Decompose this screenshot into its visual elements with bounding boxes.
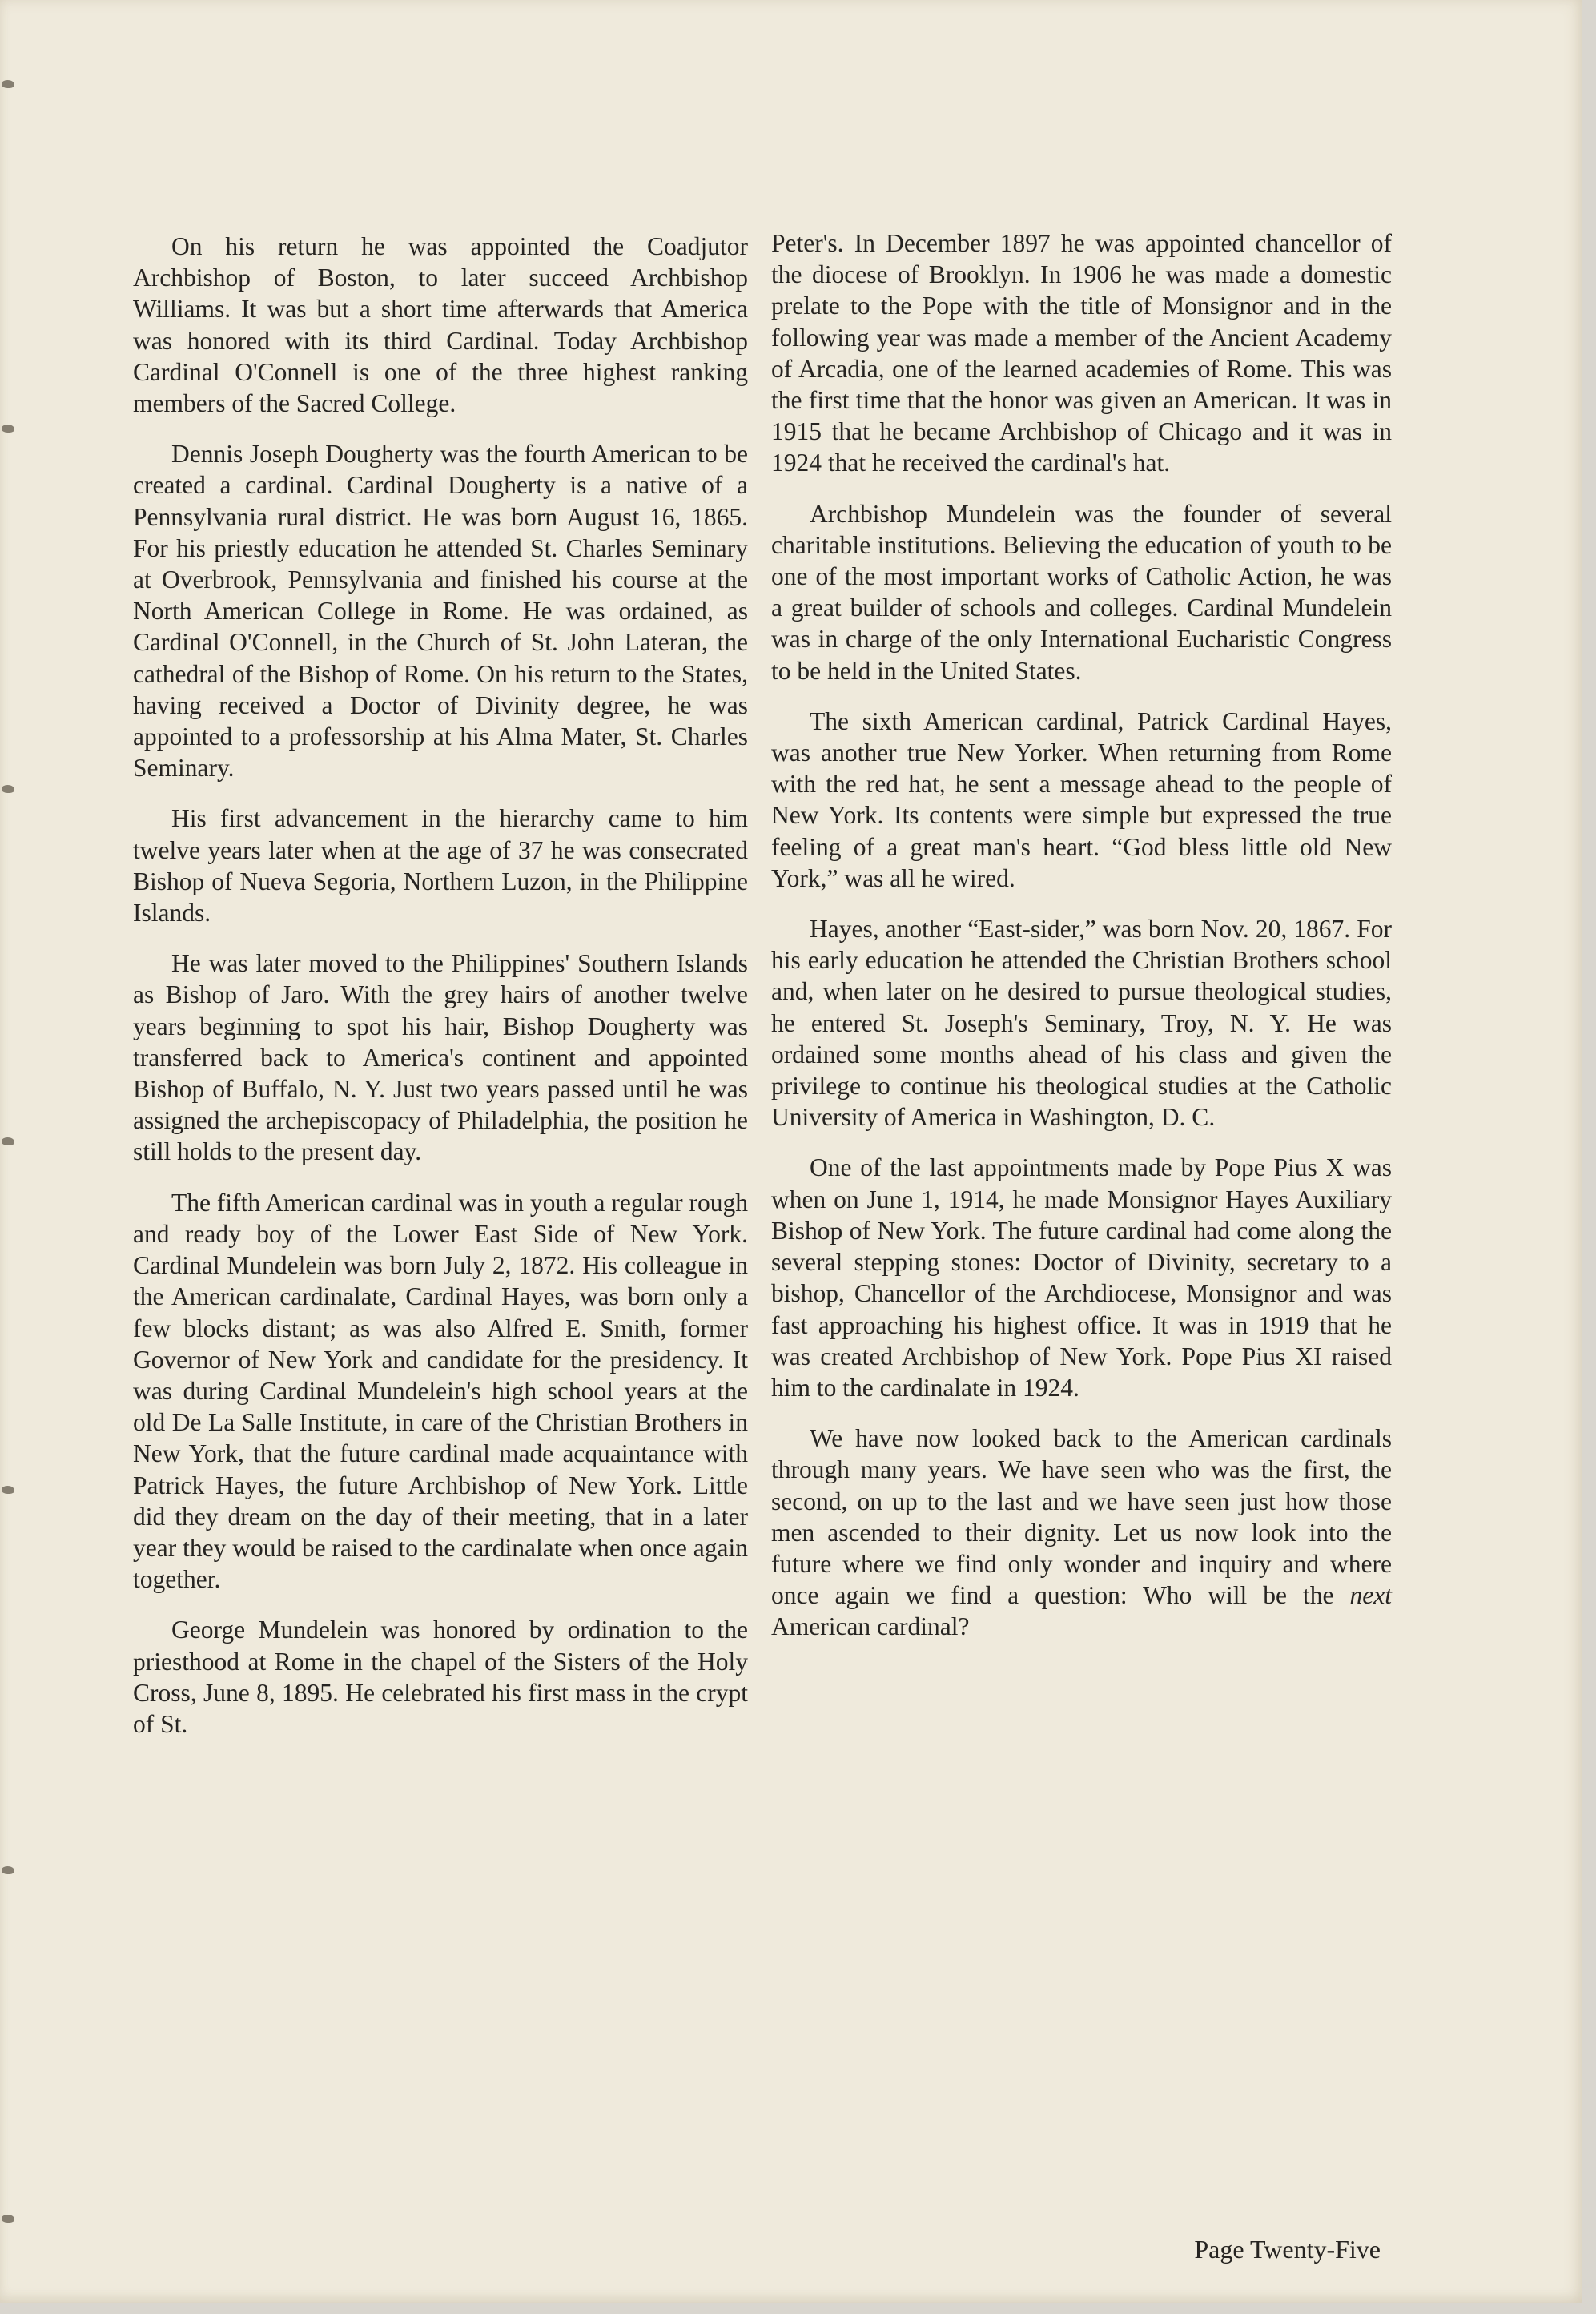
binding-hole-mark (2, 785, 14, 793)
paragraph: He was later moved to the Philippines' Southern Islands as Bishop of Jaro. With the grey hairs of another twelve years beginning to spot his hair, Bishop Dougherty was transferred back to America's continent and appointed Bishop of Buffalo, N. Y. Just two years passed until he was assigned the archepiscopacy of Philadelphia, the position he still holds to the present day. (133, 949, 748, 1166)
paragraph: The sixth American cardinal, Patrick Cardinal Hayes, was another true New Yorker. When returning from Rome with the red hat, he sent a message ahead to the people of New York. Its contents were simple but expressed the true feeling of a great man's heart. “God bless little old New York,” was all he wired. (771, 706, 1392, 892)
binding-hole-mark (2, 80, 14, 88)
paragraph: Archbishop Mundelein was the founder of several charitable institutions. Believing the education of youth to be one of the most important works of Catholic Action, he was a great builder of schools and colleges. Cardinal Mundelein was in charge of the only International Eucharistic Congress to be held in the United States. (771, 499, 1392, 685)
closing-paragraph (771, 1423, 1392, 1642)
closing-text-end: American cardinal? (771, 1612, 970, 1641)
paragraph: The fifth American cardinal was in youth a regular rough and ready boy of the Lower East Side of New York. Cardinal Mundelein was born July 2, 1872. His colleague in the American cardinalate, Cardinal Hayes, was born only a few blocks distant; as was also Alfred E. Smith, former Governor of New York and candidate for the presidency. It was during Cardinal Mundelein's high school years at the old De La Salle Institute, in care of the Christian Brothers in New York, that the future cardinal made acquaintance with Patrick Hayes, the future Archbishop of New York. Little did they dream on the day of their meeting, that in a later year they would be raised to the cardinalate when once again together. (133, 1188, 748, 1594)
binding-hole-mark (2, 1137, 14, 1145)
paragraph: Dennis Joseph Dougherty was the fourth American to be created a cardinal. Cardinal Dougherty is a native of a Pennsylvania rural district. He was born August 16, 1865. For his priestly education he attended St. Charles Seminary at Overbrook, Pennsylvania and finished his course at the North American College in Rome. He was ordained, as Cardinal O'Connell, in the Church of St. John Lateran, the cathedral of the Bishop of Rome. On his return to the States, having received a Doctor of Divinity degree, he was appointed to a professorship at his Alma Mater, St. Charles Seminary. (133, 440, 748, 783)
paragraph: On his return he was appointed the Coadjutor Archbishop of Boston, to later succeed Archbishop Williams. It was but a short time afterwards that America was honored with its third Cardinal. Today Archbishop Cardinal O'Connell is one of the three highest ranking members of the Sacred College. (133, 232, 748, 418)
binding-hole-mark (2, 1866, 14, 1874)
closing-text: We have now looked back to the American cardinals through many years. We have seen who was the first, the second, on up to the last and we have seen just how those men ascended to their dignity. Let us now look into the future where we find only wonder and inquiry and where once again we find a question: Who will be the (771, 1424, 1392, 1610)
paragraph: Hayes, another “East-sider,” was born Nov. 20, 1867. For his early education he attended the Christian Brothers school and, when later on he desired to pursue theological studies, he entered St. Joseph's Seminary, Troy, N. Y. He was ordained some months ahead of his class and given the privilege to continue his theological studies at the Catholic University of America in Washington, D. C. (771, 915, 1392, 1132)
page-number: Page Twenty-Five (1194, 2235, 1381, 2264)
left-column (133, 231, 748, 1759)
paragraph: George Mundelein was honored by ordination to the priesthood at Rome in the chapel of the Sisters of the Holy Cross, June 8, 1895. He celebrated his first mass in the crypt of St. (133, 1616, 748, 1738)
paragraph: One of the last appointments made by Pope Pius X was when on June 1, 1914, he made Monsignor Hayes Auxiliary Bishop of New York. The future cardinal had come along the several stepping stones: Doctor of Divinity, secretary to a bishop, Chancellor of the Archdiocese, Monsignor and was fast approaching his highest office. It was in 1919 that he was created Archbishop of New York. Pope Pius XI raised him to the cardinalate in 1924. (771, 1153, 1392, 1402)
paragraph-continuation: Peter's. In December 1897 he was appointed chancellor of the diocese of Brooklyn. In 1906 he was made a domestic prelate to the Pope with the title of Monsignor and in the following year was made a member of the Ancient Academy of Arcadia, one of the learned academies of Rome. This was the first time that the honor was given an American. It was in 1915 that he became Archbishop of Chicago and it was in 1924 that he received the cardinal's hat. (771, 229, 1392, 477)
right-column (771, 227, 1392, 1662)
binding-hole-mark (2, 425, 14, 433)
closing-italic: next (1349, 1581, 1393, 1610)
paragraph: His first advancement in the hierarchy came to him twelve years later when at the age of 37 he was consecrated Bishop of Nueva Segoria, Northern Luzon, in the Philippine Islands. (133, 804, 748, 928)
binding-hole-mark (2, 2215, 14, 2223)
binding-hole-mark (2, 1486, 14, 1494)
